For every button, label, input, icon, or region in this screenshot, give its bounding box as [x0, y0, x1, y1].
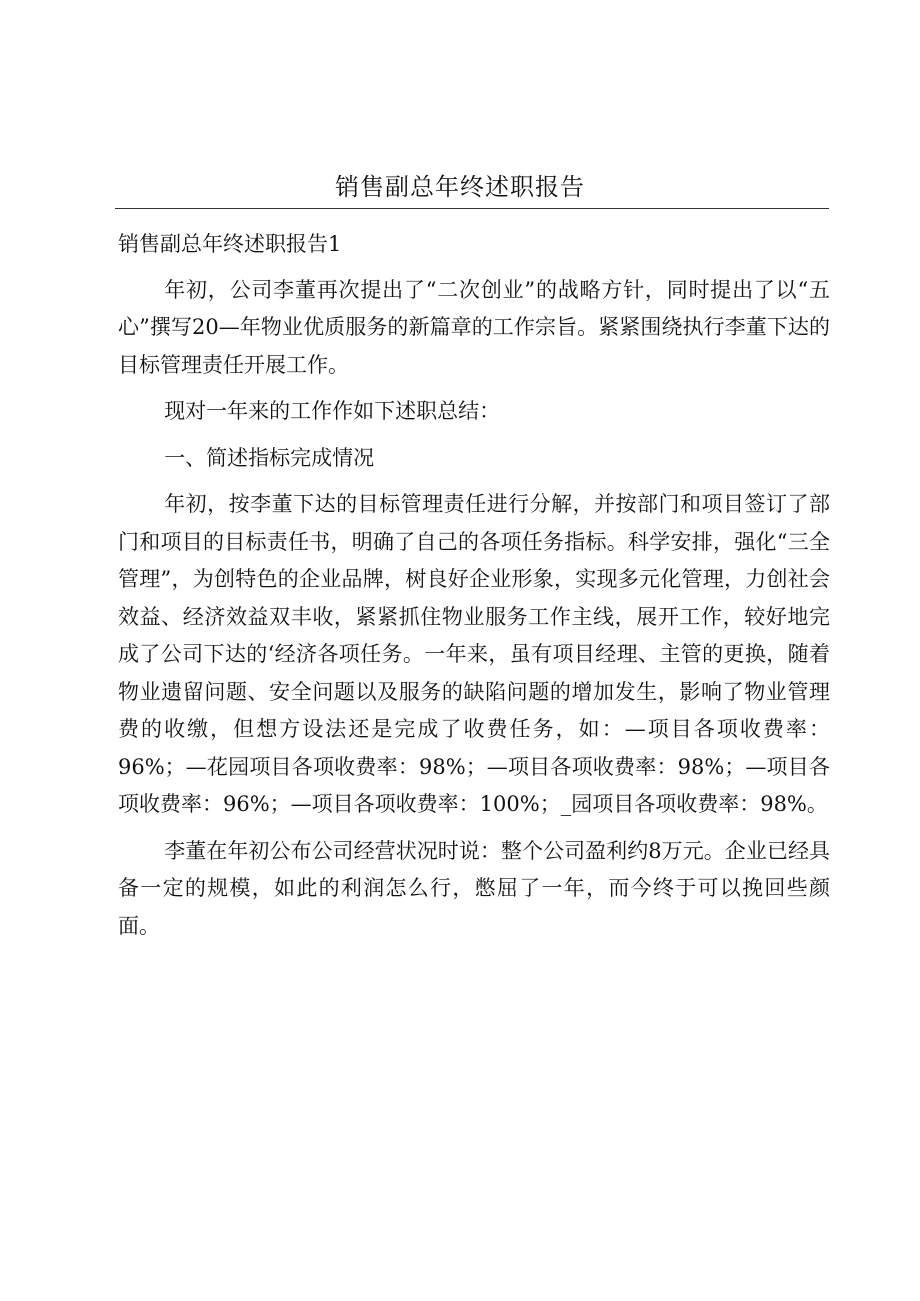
section-heading: 销售副总年终述职报告1 — [118, 232, 342, 256]
paragraph-5: 李董在年初公布公司经营状况时说：整个公司盈利约8万元。企业已经具备一定的规模，如此的利润怎么行，憋屈了一年，而今终于可以挽回些颜面。 — [118, 838, 830, 938]
document-title: 销售副总年终述职报告 — [335, 173, 585, 201]
title-divider — [115, 208, 829, 209]
paragraph-2: 现对一年来的工作作如下述职总结： — [164, 399, 501, 423]
paragraph-3: 一、简述指标完成情况 — [164, 445, 375, 470]
paragraph-1: 年初，公司李董再次提出了“二次创业”的战略方针，同时提出了以“五心”撰写20—年物业优质服务的新篇章的工作宗旨。紧紧围绕执行李董下达的目标管理责任开展工作。 — [118, 277, 830, 377]
document-body — [118, 226, 830, 945]
paragraph-4: 年初，按李董下达的目标管理责任进行分解，并按部门和项目签订了部门和项目的目标责任书，明确了自己的各项任务指标。科学安排，强化“三全管理”，为创特色的企业品牌，树良好企业形象，实现多元化管理，力创社会效益、经济效益双丰收，紧紧抓住物业服务工作主线，展开工作，较好地完成了公司下达的‘经济各项任务。一年来，虽有项目经理、主管的更换，随着物业遗留问题、安全问题以及服务的缺陷问题的增加发生，影响了物业管理费的收缴，但想方设法还是完成了收费任务，如：—项目各项收费率：96%；—花园项目各项收费率：98%；—项目各项收费率：98%；—项目各项收费率：96%；—项目各项收费率：100%；_园项目各项收费率：98%。 — [118, 492, 830, 816]
